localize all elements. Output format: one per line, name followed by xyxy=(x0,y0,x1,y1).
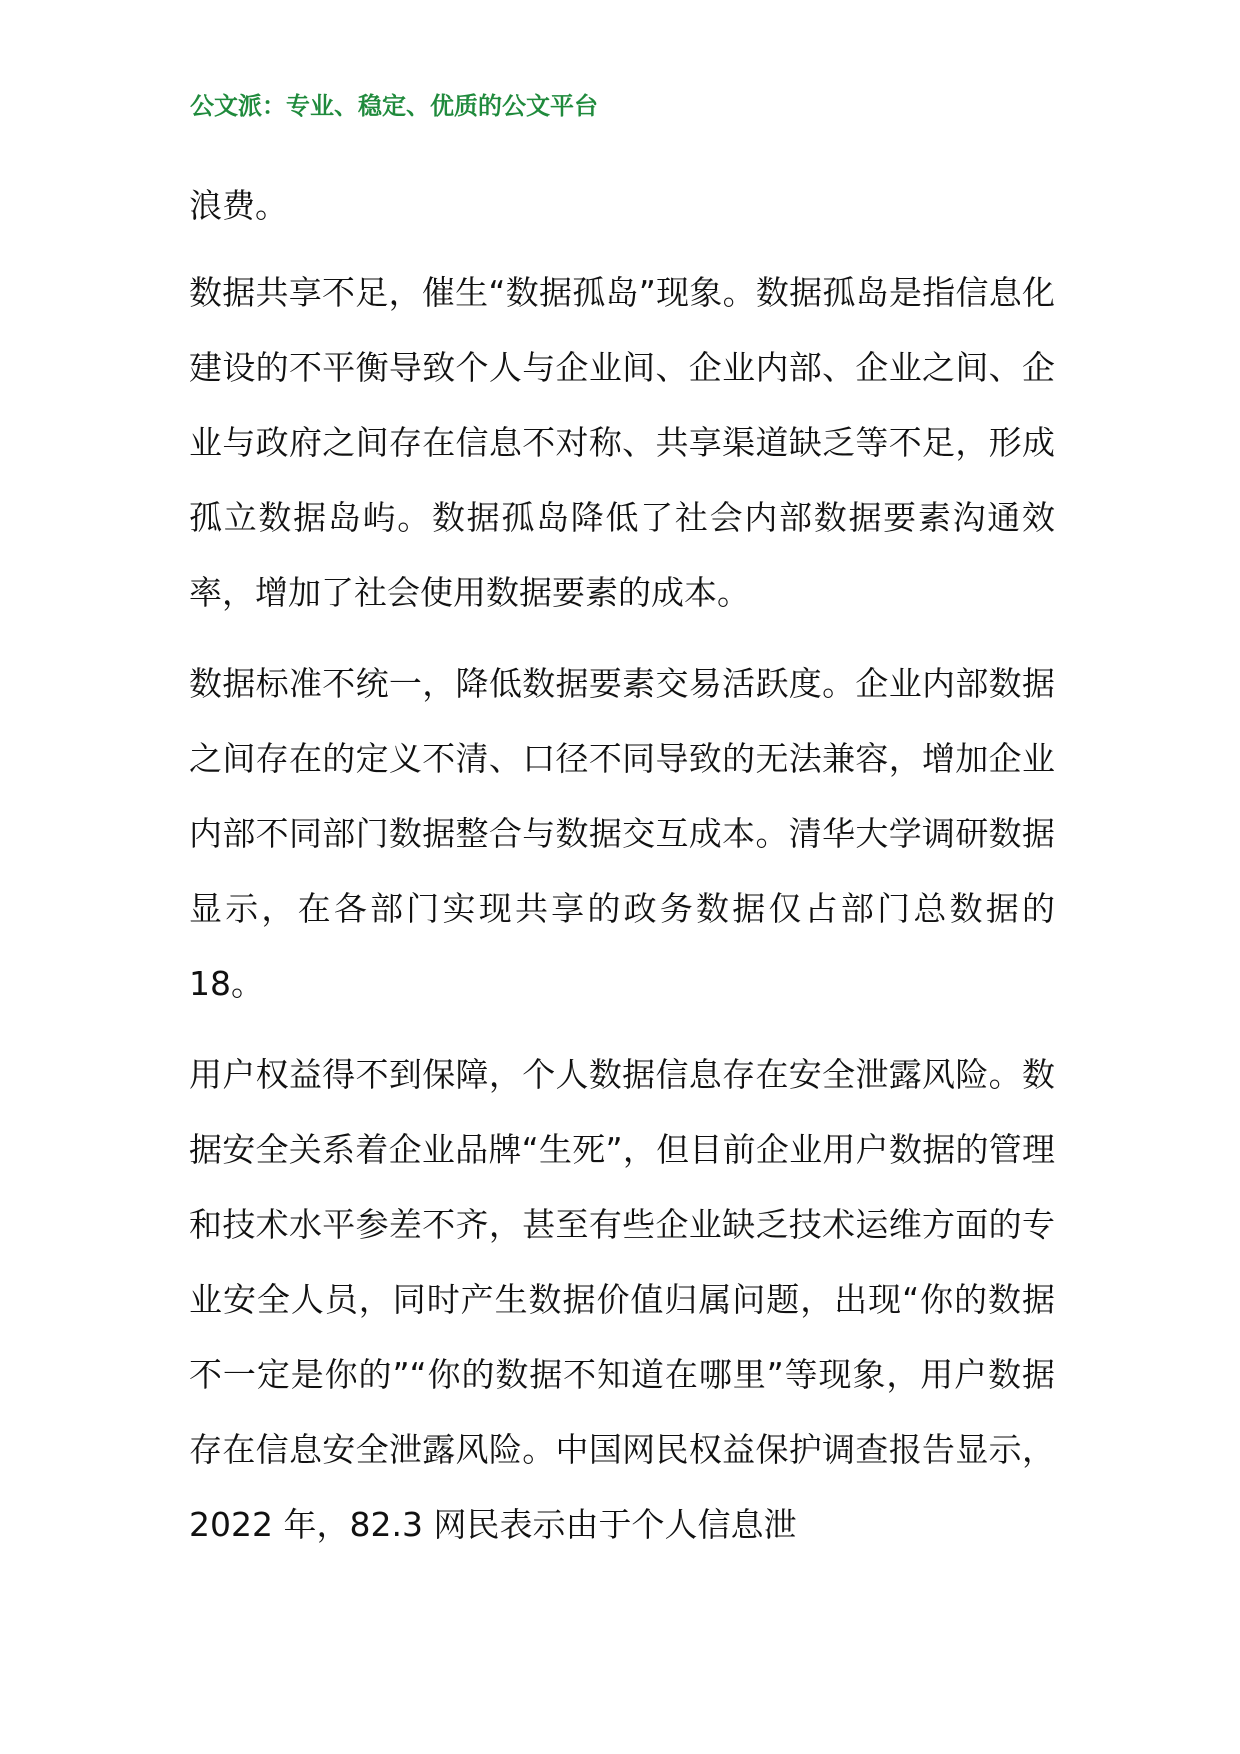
paragraph-3: 数据标准不统一，降低数据要素交易活跃度。企业内部数据之间存在的定义不清、口径不同导致的无法兼容，增加企业内部不同部门数据整合与数据交互成本。清华大学调研数据显示，在各部门实现共享的政务数据仅占部门总数据的 18。 xyxy=(189,664,1055,1003)
document-body xyxy=(189,168,1055,1578)
paragraph-2: 数据共享不足，催生“数据孤岛”现象。数据孤岛是指信息化建设的不平衡导致个人与企业间、企业内部、企业之间、企业与政府之间存在信息不对称、共享渠道缺乏等不足，形成孤立数据岛屿。数据孤岛降低了社会内部数据要素沟通效率，增加了社会使用数据要素的成本。 xyxy=(189,273,1055,612)
paragraph-1: 浪费。 xyxy=(189,186,288,225)
page-header-title: 公文派：专业、稳定、优质的公文平台 xyxy=(190,91,598,120)
paragraph-4: 用户权益得不到保障，个人数据信息存在安全泄露风险。数据安全关系着企业品牌“生死”，但目前企业用户数据的管理和技术水平参差不齐，甚至有些企业缺乏技术运维方面的专业安全人员，同时产生数据价值归属问题，出现“你的数据不一定是你的”“你的数据不知道在哪里”等现象，用户数据存在信息安全泄露风险。中国网民权益保护调查报告显示，2022 年，82.3 网民表示由于个人信息泄 xyxy=(189,1055,1055,1544)
